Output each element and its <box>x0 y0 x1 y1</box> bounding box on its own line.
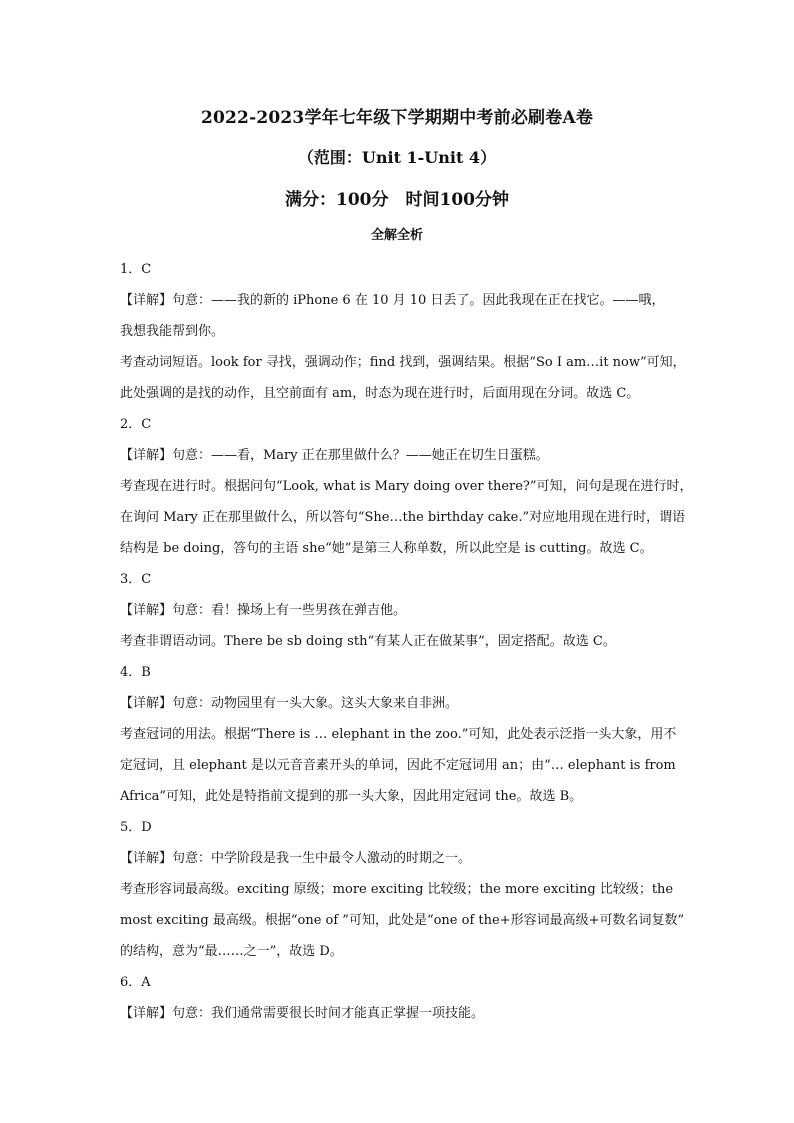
explanation-line: 【详解】句意：动物园里有一头大象。这头大象来自非洲。 <box>120 696 459 711</box>
answer-item <box>120 564 680 657</box>
question-number: 6．A <box>120 975 151 990</box>
explanation-line: 的结构，意为“最……之一”，故选 D。 <box>120 944 343 959</box>
explanation-line: 我想我能帮到你。 <box>120 324 225 339</box>
explanation-line: most exciting 最高级。根据“one of ”可知，此处是“one of the+形容词最高级+可数名词复数” <box>120 913 685 928</box>
header <box>0 104 794 246</box>
explanation-line: 【详解】句意：——我的新的 iPhone 6 在 10 月 10 日丢了。因此我现在正在找它。——哦， <box>120 293 665 308</box>
explanation-line: 【详解】句意：中学阶段是我一生中最令人激动的时期之一。 <box>120 851 472 866</box>
explanation-line: 考查非谓语动词。There be sb doing sth“有某人正在做某事”，固定搭配。故选 C。 <box>120 634 616 649</box>
explanation-line: 此处强调的是找的动作，且空前面有 am，时态为现在进行时，后面用现在分词。故选 C。 <box>120 386 640 401</box>
answer-item <box>120 812 685 967</box>
page-title: 2022-2023学年七年级下学期期中考前必刷卷A卷 <box>200 108 594 128</box>
explanation-line: 【详解】句意：——看，Mary 正在那里做什么？——她正在切生日蛋糕。 <box>120 448 549 463</box>
answer-item <box>120 254 686 409</box>
question-number: 5．D <box>120 820 152 835</box>
explanation-line: 考查冠词的用法。根据“There is … elephant in the zoo.”可知，此处表示泛指一头大象，用不 <box>120 727 677 742</box>
answer-item <box>120 657 680 812</box>
explanation-line: 考查现在进行时。根据问句“Look, what is Mary doing over there?”可知，问句是现在进行时， <box>120 479 693 494</box>
question-number: 2．C <box>120 417 152 432</box>
explanation-line: 【详解】句意：我们通常需要很长时间才能真正掌握一项技能。 <box>120 1006 485 1021</box>
question-number: 3．C <box>120 572 152 587</box>
explanation-line: 定冠词，且 elephant 是以元音音素开头的单词，因此不定冠词用 an；由“… elephant is from <box>120 758 676 773</box>
question-number: 1．C <box>120 262 152 277</box>
section-title: 全解全析 <box>370 228 423 243</box>
answer-item <box>120 409 693 564</box>
question-number: 4．B <box>120 665 151 680</box>
explanation-line: 考查动词短语。look for 寻找，强调动作；find 找到，强调结果。根据“So I am…it now”可知， <box>120 355 686 370</box>
score-time-line: 满分：100分 时间100分钟 <box>285 190 509 210</box>
explanation-line: 【详解】句意：看！操场上有一些男孩在弹吉他。 <box>120 603 407 618</box>
scope-line: （范围：Unit 1-Unit 4） <box>297 148 497 167</box>
explanation-line: 在询问 Mary 正在那里做什么，所以答句“She…the birthday cake.”对应地用现在进行时，谓语 <box>120 510 686 525</box>
answer-item <box>120 967 680 1029</box>
explanation-line: 结构是 be doing，答句的主语 she“她”是第三人称单数，所以此空是 is cutting。故选 C。 <box>120 541 653 556</box>
answer-list <box>120 254 693 1029</box>
explanation-line: Africa”可知，此处是特指前文提到的那一头大象，因此用定冠词 the。故选 B。 <box>120 789 583 804</box>
explanation-line: 考查形容词最高级。exciting 原级；more exciting 比较级；the more exciting 比较级；the <box>120 882 674 897</box>
